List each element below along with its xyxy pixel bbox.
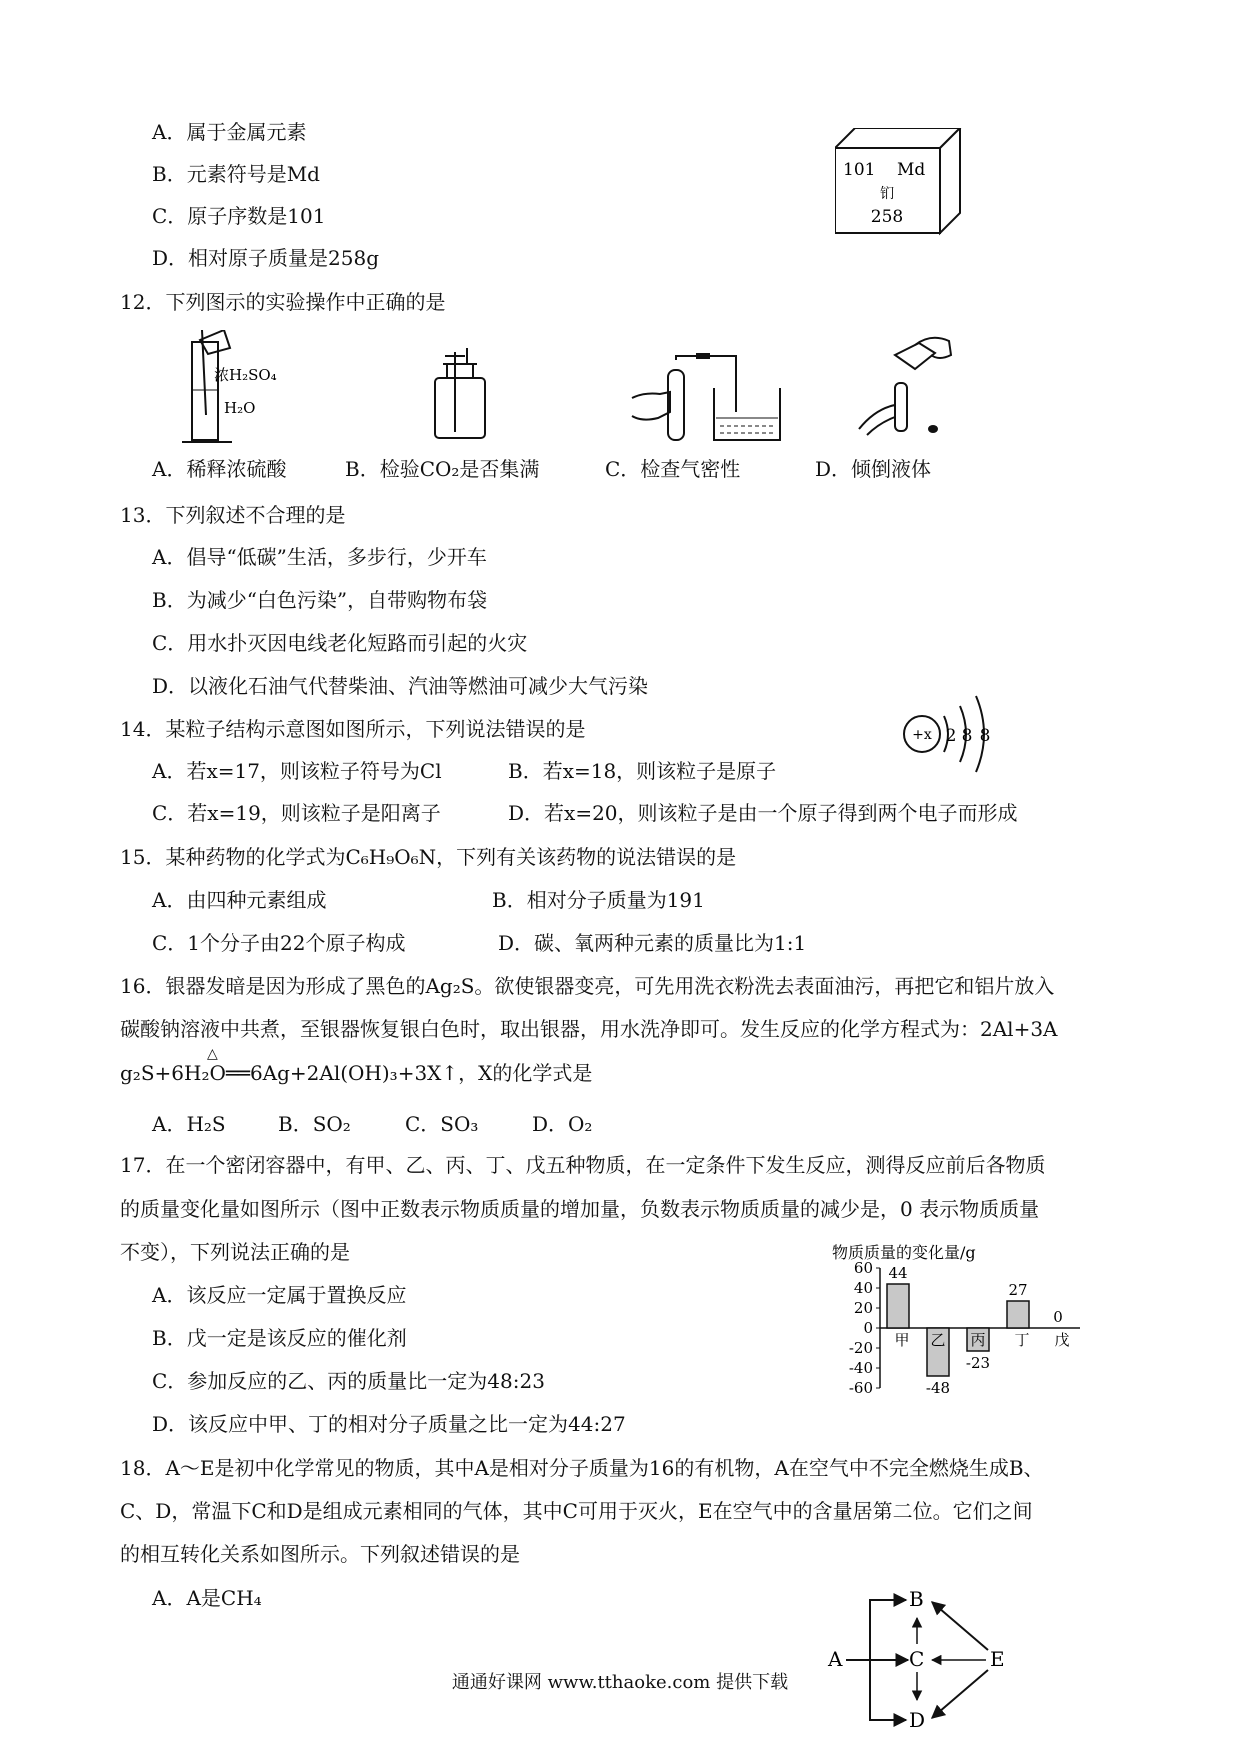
q13-option-d: D．以液化石油气代替柴油、汽油等燃油可减少大气污染 bbox=[152, 674, 649, 698]
conversion-diagram bbox=[820, 1582, 1020, 1732]
bar-value-label: -48 bbox=[925, 1379, 951, 1397]
y-tick-label: -60 bbox=[848, 1379, 873, 1397]
particle-structure-diagram bbox=[900, 692, 1005, 776]
fig-airtightness bbox=[630, 352, 790, 444]
node-b: B bbox=[909, 1587, 924, 1611]
y-tick-label: 20 bbox=[853, 1299, 873, 1317]
q15-option-c: C．1个分子由22个原子构成 bbox=[152, 931, 406, 955]
bar-value-label: 0 bbox=[1053, 1308, 1063, 1326]
q16-option-a: A．H₂S bbox=[152, 1112, 226, 1136]
q16-stem-line1: 16．银器发暗是因为形成了黑色的Ag₂S。欲使银器变亮，可先用洗衣粉洗去表面油污，再把它和铝片放入 bbox=[120, 974, 1055, 998]
node-a: A bbox=[828, 1647, 843, 1671]
q13-option-a: A．倡导“低碳”生活，多步行，少开车 bbox=[152, 545, 487, 569]
mass-change-bar-chart bbox=[830, 1240, 1090, 1425]
category-label: 戊 bbox=[1054, 1331, 1070, 1349]
q17-option-c: C．参加反应的乙、丙的质量比一定为48:23 bbox=[152, 1369, 545, 1393]
category-label: 乙 bbox=[930, 1331, 946, 1349]
q17-stem-line2: 的质量变化量如图所示（图中正数表示物质质量的增加量，负数表示物质质量的减少是，0 表示物质质量 bbox=[120, 1197, 1040, 1221]
shell-3-count: 8 bbox=[979, 726, 991, 746]
q13-option-c: C．用水扑灭因电线老化短路而引起的火灾 bbox=[152, 631, 528, 655]
q18-stem-line1: 18．A～E是初中化学常见的物质，其中A是相对分子质量为16的有机物，A在空气中不完全燃烧生成B、 bbox=[120, 1456, 1044, 1480]
category-label: 丙 bbox=[970, 1331, 986, 1349]
shell-2-count: 8 bbox=[961, 726, 973, 746]
element-symbol: Md bbox=[897, 160, 926, 180]
q18-stem-line2: C、D，常温下C和D是组成元素相同的气体，其中C可用于灭火，E在空气中的含量居第二位。它们之间 bbox=[120, 1499, 1033, 1523]
chart-title: 物质质量的变化量/g bbox=[832, 1243, 976, 1262]
y-tick-label: 0 bbox=[863, 1319, 873, 1337]
q12-stem: 12．下列图示的实验操作中正确的是 bbox=[120, 290, 446, 314]
bar bbox=[1007, 1301, 1029, 1328]
q14-stem: 14．某粒子结构示意图如图所示，下列说法错误的是 bbox=[120, 717, 586, 741]
page-footer: 通通好课网 www.tthaoke.com 提供下载 bbox=[451, 1672, 789, 1693]
q15-option-b: B．相对分子质量为191 bbox=[492, 888, 705, 912]
q15-option-d: D．碳、氧两种元素的质量比为1:1 bbox=[498, 931, 807, 955]
fig-dilute-acid bbox=[180, 330, 300, 445]
node-e: E bbox=[990, 1647, 1005, 1671]
shell-1-count: 2 bbox=[945, 726, 957, 746]
bar-value-label: 27 bbox=[1008, 1281, 1028, 1299]
q15-option-a: A．由四种元素组成 bbox=[152, 888, 327, 912]
q12-option-a: A．稀释浓硫酸 bbox=[152, 457, 287, 481]
fig-pour-liquid bbox=[855, 335, 965, 440]
q16-stem-line3: g₂S+6H₂O══6Ag+2Al(OH)₃+3X↑，X的化学式是 bbox=[120, 1061, 593, 1085]
nucleus-label: +x bbox=[912, 727, 932, 743]
element-name: 钔 bbox=[880, 186, 894, 202]
q15-stem: 15．某种药物的化学式为C₆H₉O₆N，下列有关该药物的说法错误的是 bbox=[120, 845, 737, 869]
q14-option-d: D．若x=20，则该粒子是由一个原子得到两个电子而形成 bbox=[508, 801, 1018, 825]
q16-option-b: B．SO₂ bbox=[278, 1112, 351, 1136]
q13-stem: 13．下列叙述不合理的是 bbox=[120, 503, 346, 527]
q17-option-d: D．该反应中甲、丁的相对分子质量之比一定为44:27 bbox=[152, 1412, 626, 1436]
q16-stem-line2: 碳酸钠溶液中共煮，至银器恢复银白色时，取出银器，用水洗净即可。发生反应的化学方程式为：2Al+3A bbox=[120, 1017, 1058, 1041]
q13-option-b: B．为减少“白色污染”，自带购物布袋 bbox=[152, 588, 488, 612]
q17-option-b: B．戊一定是该反应的催化剂 bbox=[152, 1326, 407, 1350]
node-d: D bbox=[909, 1708, 926, 1732]
q18-option-a: A．A是CH₄ bbox=[152, 1586, 262, 1610]
bar-value-label: 44 bbox=[888, 1264, 908, 1282]
element-cube bbox=[835, 128, 965, 238]
q17-option-a: A．该反应一定属于置换反应 bbox=[152, 1283, 407, 1307]
heat-symbol: △ bbox=[207, 1046, 218, 1062]
bar-value-label: -23 bbox=[965, 1354, 991, 1372]
q11-option-b: B．元素符号是Md bbox=[152, 162, 320, 186]
q11-option-a: A．属于金属元素 bbox=[152, 120, 307, 144]
y-tick-label: -40 bbox=[848, 1359, 873, 1377]
category-label: 甲 bbox=[894, 1331, 910, 1349]
q12-option-c: C．检查气密性 bbox=[605, 457, 741, 481]
q17-stem-line1: 17．在一个密闭容器中，有甲、乙、丙、丁、戊五种物质，在一定条件下发生反应，测得反应前后各物质 bbox=[120, 1153, 1046, 1177]
node-c: C bbox=[909, 1647, 925, 1671]
fig-a-label-water: H₂O bbox=[224, 399, 256, 417]
q18-stem-line3: 的相互转化关系如图所示。下列叙述错误的是 bbox=[120, 1542, 520, 1566]
q12-option-b: B．检验CO₂是否集满 bbox=[345, 457, 540, 481]
q16-option-d: D．O₂ bbox=[532, 1112, 593, 1136]
q11-option-c: C．原子序数是101 bbox=[152, 204, 326, 228]
q14-option-a: A．若x=17，则该粒子符号为Cl bbox=[152, 759, 442, 783]
q17-stem-line3: 不变），下列说法正确的是 bbox=[120, 1240, 350, 1264]
q14-option-b: B．若x=18，则该粒子是原子 bbox=[508, 759, 777, 783]
q11-option-d: D．相对原子质量是258g bbox=[152, 246, 380, 270]
category-label: 丁 bbox=[1014, 1331, 1030, 1349]
q16-option-c: C．SO₃ bbox=[405, 1112, 479, 1136]
fig-a-label-acid: 浓H₂SO₄ bbox=[214, 366, 277, 384]
y-tick-label: -20 bbox=[848, 1339, 873, 1357]
y-tick-label: 40 bbox=[853, 1279, 873, 1297]
element-number: 101 bbox=[843, 160, 876, 180]
y-tick-label: 60 bbox=[853, 1259, 873, 1277]
element-mass: 258 bbox=[870, 207, 904, 227]
bar bbox=[887, 1284, 909, 1328]
fig-co2-bottle bbox=[425, 348, 495, 440]
q14-option-c: C．若x=19，则该粒子是阳离子 bbox=[152, 801, 441, 825]
q12-option-d: D．倾倒液体 bbox=[815, 457, 932, 481]
